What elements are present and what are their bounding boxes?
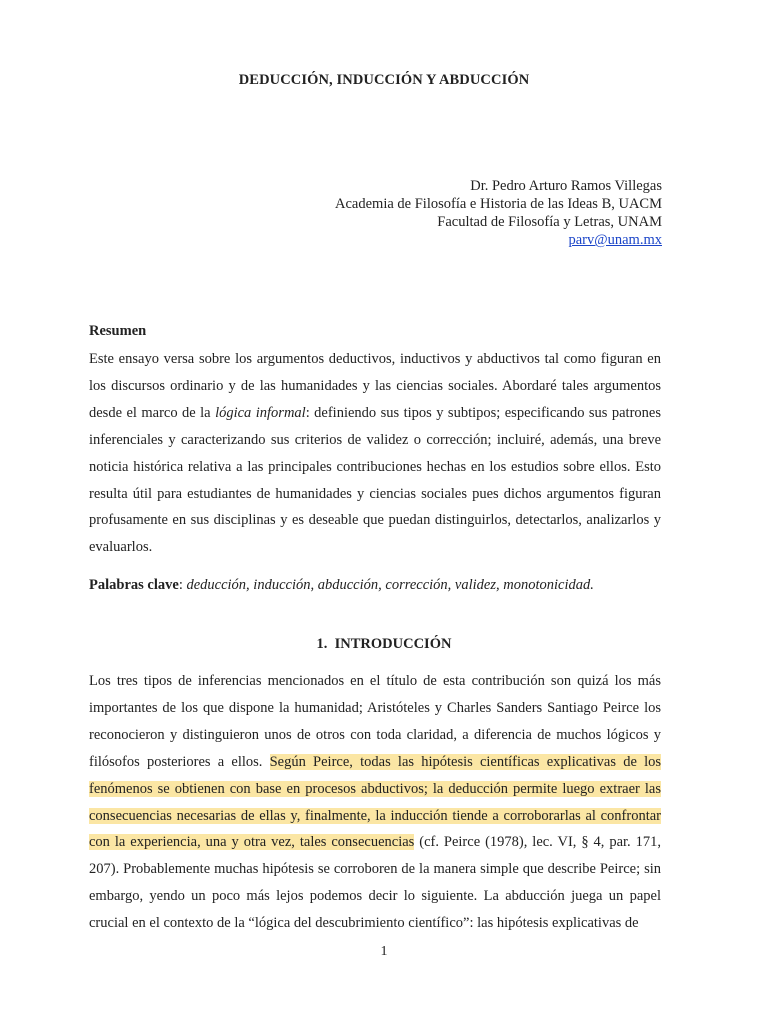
resumen-text-end: : definiendo sus tipos y subtipos; especificando sus patrones inferenciales y caracterizando sus criterios de validez o corrección; incluiré, además, una breve noticia histórica relativa a las principales contribuciones hechas en los estudios sobre ellos. Esto resulta útil para estudiantes de humanidades y ciencias sociales pues dichos argumentos figuran profusamente en sus disciplinas y es deseable que puedan distinguirlos, detectarlos, analizarlos y evaluarlos. xyxy=(89,404,661,556)
author-block xyxy=(335,177,662,249)
document-title: DEDUCCIÓN, INDUCCIÓN Y ABDUCCIÓN xyxy=(238,72,530,88)
author-affiliation-unam: Facultad de Filosofía y Letras, UNAM xyxy=(437,214,662,230)
author-name: Dr. Pedro Arturo Ramos Villegas xyxy=(470,178,662,194)
resumen-italic-term: lógica informal xyxy=(215,404,306,421)
introduccion-text-start: Los tres tipos de inferencias mencionados en el título de esta contribución son quizá los más importantes de los que dispone la humanidad; Aristóteles y Charles Sanders Santiago Peirce los reconocieron y distinguieron unos de otros con toda claridad, a diferencia de muchos lógicos y filósofos posteriores a ellos. xyxy=(89,673,661,770)
resumen-text-start: Este ensayo versa sobre los argumentos deductivos, inductivos y abductivos tal como figuran en los discursos ordinario y de las humanidades y las ciencias sociales. Abordaré tales argumentos desde el marco de la xyxy=(89,351,661,421)
author-email-link[interactable]: parv@unam.mx xyxy=(568,232,662,248)
introduccion-text-end: (cf. Peirce (1978), lec. VI, § 4, par. 171, 207). Probablemente muchas hipótesis se corroboren de la manera simple que describe Peirce; sin embargo, yendo un poco más lejos podemos decir lo siguiente. La abducción juega un papel crucial en el contexto de la “lógica del descubrimiento científico”: las hipótesis explicativas de xyxy=(89,834,661,932)
section-title-introduccion: 1. INTRODUCCIÓN xyxy=(316,636,452,652)
keywords-line: Palabras clave: deducción, inducción, abducción, corrección, validez, monotonicidad. xyxy=(89,577,594,593)
introduccion-paragraph xyxy=(89,668,661,937)
author-affiliation-uacm: Academia de Filosofía e Historia de las Ideas B, UACM xyxy=(335,196,662,212)
resumen-paragraph xyxy=(89,346,661,561)
keywords-label: Palabras clave xyxy=(89,577,179,593)
resumen-heading: Resumen xyxy=(89,323,147,339)
page-number: 1 xyxy=(380,944,388,959)
keywords-values: deducción, inducción, abducción, corrección, validez, monotonicidad. xyxy=(186,577,594,593)
highlighted-passage[interactable]: Según Peirce, todas las hipótesis científicas explicativas de los fenómenos se obtienen con base en procesos abductivos; la deducción permite luego extraer las consecuencias necesarias de ellas y, finalmente, la inducción tiende a corroborarlas al confrontar con la experiencia, una y otra vez, tales consecuencias xyxy=(89,753,661,851)
